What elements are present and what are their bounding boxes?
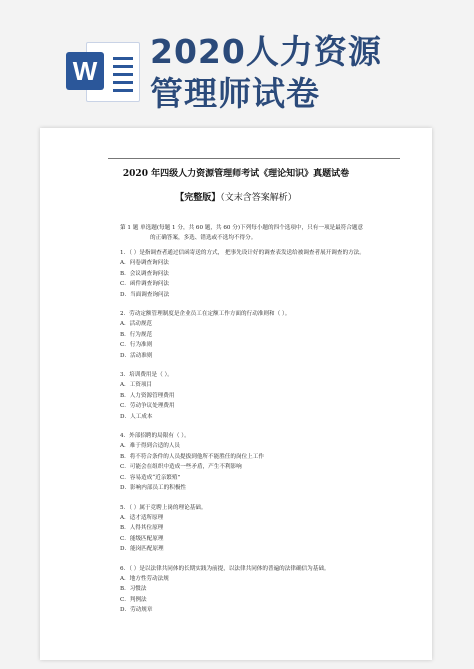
icon-line bbox=[113, 57, 133, 60]
question-stem: 3．培训费用是（ ）。 bbox=[120, 372, 173, 378]
option: D．能岗匹配原理 bbox=[120, 546, 164, 552]
question-5 bbox=[120, 503, 400, 555]
option: C．判例法 bbox=[120, 596, 147, 603]
edition-note: （文末含答案解析） bbox=[220, 193, 297, 203]
header bbox=[0, 0, 474, 120]
option: B．人得其位原理 bbox=[120, 525, 164, 531]
word-document-icon bbox=[66, 38, 140, 102]
exam-title: 2020 年四级人力资源管理师考试《理论知识》真题试卷 bbox=[122, 169, 350, 179]
icon-line bbox=[113, 65, 133, 68]
word-badge: W bbox=[66, 52, 104, 90]
option: B．将不符合条件的人员提拔到他所不能胜任的岗位上工作 bbox=[120, 453, 264, 460]
edition-bold: 【完整版】 bbox=[175, 193, 221, 203]
option: D．活动准则 bbox=[120, 352, 153, 359]
option: C．可能会在组织中造成一些矛盾，产生不利影响 bbox=[120, 464, 242, 470]
question-3 bbox=[120, 370, 400, 422]
option: B．会议调查询问法 bbox=[120, 270, 169, 277]
instructions-line-1: 第 1 题 单选题(每题 1 分，共 60 题，共 60 分)下列每小题的四个选项中，只有一项是最符合题意 bbox=[120, 225, 364, 231]
question-4 bbox=[120, 431, 400, 494]
option: D．人工成本 bbox=[120, 413, 153, 420]
option: C．能级匹配原理 bbox=[120, 535, 164, 542]
option: B．习惯法 bbox=[120, 586, 147, 592]
question-stem: 6．（ ）是以法律共同体的长期实践为前提，以法律共同体的普遍的法律确信为基础。 bbox=[120, 565, 330, 572]
option: A．适才适所原理 bbox=[120, 514, 164, 521]
option: C．劳动争议处理费用 bbox=[120, 403, 175, 409]
option: A．活动规范 bbox=[120, 321, 153, 327]
page-title-line-2: 管理师试卷 bbox=[150, 74, 320, 113]
instructions bbox=[120, 223, 384, 243]
page-title-line-1: 2020人力资源 bbox=[150, 32, 382, 71]
option: A．地方性劳动法规 bbox=[120, 575, 169, 582]
option: A．工资项目 bbox=[120, 382, 153, 388]
icon-line bbox=[113, 73, 133, 76]
option: C．行为准则 bbox=[120, 342, 153, 348]
instructions-line-2: 的正确答案，多选、错选或不选均不得分。 bbox=[150, 235, 257, 241]
option: B．行为规范 bbox=[120, 331, 153, 338]
question-6 bbox=[120, 564, 400, 616]
option: D．当面调查询问法 bbox=[120, 291, 170, 298]
option: C．容易造成“近亲繁殖” bbox=[120, 474, 181, 481]
option: D．劳动规章 bbox=[120, 607, 153, 613]
edition-line bbox=[40, 190, 432, 203]
question-stem: 2．劳动定额管理制度是企业员工在定额工作方面的行动准则和（ ）。 bbox=[120, 311, 291, 317]
question-stem: 5．（ ）属于竞聘上岗的理论基础。 bbox=[120, 504, 207, 511]
icon-line bbox=[113, 89, 133, 92]
question-stem: 4．外部招聘的局限有（ ）。 bbox=[120, 433, 190, 439]
question-stem: 1．（ ）是指调查者通过信函寄送的方式， 把事先设计好的调查表发送给被调查者展开调查的方法。 bbox=[120, 250, 365, 256]
question-1 bbox=[120, 248, 400, 300]
option: B．人力资源管理费用 bbox=[120, 392, 175, 399]
option: C．函件调查询问法 bbox=[120, 281, 170, 287]
option: A．难于得到合适的人员 bbox=[120, 443, 180, 449]
option: D．影响内部员工的积极性 bbox=[120, 485, 187, 491]
option: A．问卷调查询问法 bbox=[120, 260, 169, 266]
icon-line bbox=[113, 81, 133, 84]
question-list bbox=[120, 248, 400, 625]
question-2 bbox=[120, 309, 400, 361]
header-rule bbox=[108, 158, 400, 159]
document-page bbox=[40, 128, 432, 660]
